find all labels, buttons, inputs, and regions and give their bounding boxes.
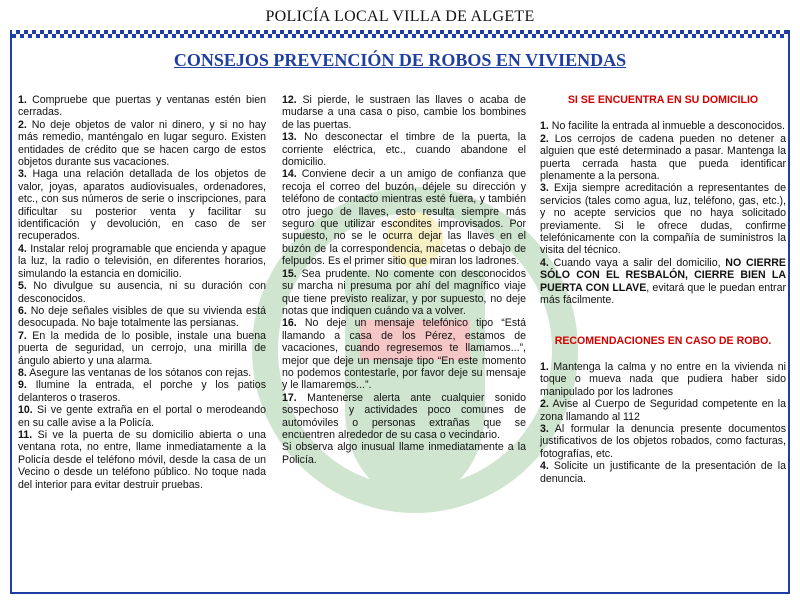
list-item <box>282 168 526 267</box>
list-item <box>18 243 266 280</box>
list-item <box>282 317 526 391</box>
list-item <box>540 133 786 183</box>
section-at-home-title: SI SE ENCUENTRA EN SU DOMICILIO <box>567 94 759 106</box>
list-item <box>282 392 526 442</box>
list-item <box>540 257 786 307</box>
item-number: 16. <box>282 317 297 330</box>
item-text: No deje objetos de valor ni dinero, y si no hay más remedio, manténgalo en lugar seguro. Existen entidades de crédito que se hacen cargo de estos objetos durante sus vacaciones. <box>18 118 266 169</box>
item-text: Al formular la denuncia presente documentos justificativos de los objetos robados, como facturas, fotografías, etc. <box>540 422 786 460</box>
item-text: Exija siempre acreditación a representantes de servicios (tales como agua, luz, teléfono, gas, etc.), y no acepte servicios que no haya solicitado previamente. Si le ofrece dudas, confirme telefónicamente con la compañía de suministros la visita del técnico. <box>540 182 786 257</box>
item-number: 3. <box>540 182 549 195</box>
item-text: Compruebe que puertas y ventanas estén bien cerradas. <box>18 94 266 119</box>
list-item <box>282 441 526 466</box>
list-item <box>540 361 786 398</box>
item-number: 4. <box>540 256 549 269</box>
item-text: Mantenga la calma y no entre en la vivienda ni toque o mueva nada que pudiera haber sido manipulado por los ladrones <box>540 360 786 398</box>
item-text: Sea prudente. No comente con desconocidos su marcha ni presuma por ahí del magnífico viaje que tiene previsto realizar, y por supuesto, no deje notas que indiquen cuándo va a volver. <box>282 267 526 317</box>
list-item <box>540 182 786 256</box>
item-text: No facilite la entrada al inmueble a desconocidos. <box>548 120 785 133</box>
item-text: Los cerrojos de cadena pueden no detener a alguien que esté determinado a pasar. Mantenga la puerta cerrada hasta que pueda identificar plenamente a la persona. <box>540 132 786 183</box>
item-text: Si ve la puerta de su domicilio abierta o una ventana rota, no entre, llame inmediatamente a la Policía desde el teléfono móvil, desde la casa de un Vecino o desde un teléfono público. No toque nada del interior para evitar destruir pruebas. <box>18 428 266 491</box>
list-item <box>282 131 526 168</box>
item-number: 2. <box>540 132 549 145</box>
list-item <box>282 268 526 318</box>
item-text: No desconectar el timbre de la puerta, la corriente eléctrica, etc., cuando abandone el domicilio. <box>282 131 526 169</box>
item-text: Si ve gente extraña en el portal o merodeando en su calle avise a la Policía. <box>18 404 266 429</box>
item-text: Conviene decir a un amigo de confianza que recoja el correo del buzón, déjele su dirección y teléfono de contacto mientras esté fuera, y también otro juego de llaves, esto resulta siempre más seguro que utilizar escondites improvisados. Por supuesto, no se le ocurra dejar las llaves en el buzón de la correspondencia, macetas o debajo de felpudos. Es el primer sitio que miran los ladrones. <box>282 168 526 268</box>
list-item <box>540 423 786 460</box>
column-right <box>540 94 786 485</box>
item-text: No divulgue su ausencia, ni su duración con desconocidos. <box>18 280 266 305</box>
item-number: 8. <box>18 366 27 379</box>
list-item <box>18 168 266 242</box>
item-number: 2. <box>540 398 549 411</box>
item-number: 1. <box>540 360 549 373</box>
item-number: 6. <box>18 304 27 317</box>
section-robbery-list <box>540 361 786 485</box>
item-text: Ilumine la entrada, el porche y los patios delanteros o traseros. <box>18 379 266 404</box>
column-middle <box>282 94 526 466</box>
list-item <box>18 404 266 429</box>
list-item <box>18 379 266 404</box>
item-number: 3. <box>540 422 549 435</box>
item-number: 12. <box>282 94 297 106</box>
item-number: 3. <box>18 168 27 181</box>
header-title: POLICÍA LOCAL VILLA DE ALGETE <box>265 8 535 25</box>
item-number: 17. <box>282 391 297 404</box>
item-text: Si observa algo inusual llame inmediatamente a la Policía. <box>282 441 526 466</box>
item-number: 4. <box>18 242 27 255</box>
list-item <box>282 94 526 131</box>
item-text: Cuando vaya a salir del domicilio, <box>548 256 726 269</box>
item-number: 15. <box>282 267 297 280</box>
list-item <box>540 460 786 485</box>
checkered-band <box>12 30 788 38</box>
item-text: Si pierde, le sustraen las llaves o acaba de mudarse a una casa o piso, cambie los bombines de las puertas. <box>282 94 526 131</box>
item-bold-text: NO CIERRE SÓLO CON EL RESBALÓN, CIERRE BIEN LA PUERTA CON LLAVE <box>540 256 786 294</box>
item-text: No deje un mensaje telefónico tipo “Está llamando a casa de los Pérez, estamos de vacaciones, cuando regresemos te llamamos...”, mejor que deje un mensaje tipo “En este momento no podemos contestarle, por favor deje su mensaje y le llamaremos...”. <box>282 317 526 392</box>
item-number: 10. <box>18 404 33 417</box>
item-number: 9. <box>18 379 27 392</box>
item-number: 1. <box>540 120 549 133</box>
item-number: 4. <box>540 460 549 473</box>
item-text: Haga una relación detallada de los objetos de valor, joyas, aparatos audiovisuales, ordenadores, etc., con sus números de serie o inscripciones, para dificultar su posterior venta y facilitar su identificación y devolución, en caso de ser recuperados. <box>18 168 266 243</box>
item-number: 2. <box>18 118 27 131</box>
list-item <box>18 330 266 367</box>
item-text: No deje señales visibles de que su vivienda está desocupada. No baje totalmente las persianas. <box>18 304 266 330</box>
list-item <box>18 119 266 169</box>
item-number: 13. <box>282 131 297 144</box>
list-item <box>18 367 266 379</box>
section-at-home-list <box>540 120 786 256</box>
item-text: Asegure las ventanas de los sótanos con rejas. <box>26 366 252 379</box>
item-text: Mantenerse alerta ante cualquier sonido sospechoso y actividades poco comunes de automóviles o personas extrañas que se encuentren alrededor de su casa o vecindario. <box>282 391 526 441</box>
column-left <box>18 94 266 491</box>
item-number: 5. <box>18 280 27 293</box>
section-robbery-title: RECOMENDACIONES EN CASO DE ROBO. <box>554 334 772 347</box>
item-number: 1. <box>18 94 27 106</box>
item-text: , evitará que le puedan entrar más fácilmente. <box>540 281 786 307</box>
list-item <box>18 305 266 330</box>
list-item <box>18 280 266 305</box>
item-number: 7. <box>18 329 27 342</box>
item-text: En la medida de lo posible, instale una buena puerta de seguridad, un cerrojo, una mirilla de ángulo abierto y una alarma. <box>18 329 266 367</box>
list-item <box>18 94 266 119</box>
main-title: CONSEJOS PREVENCIÓN DE ROBOS EN VIVIENDAS <box>173 50 627 70</box>
item-text: Solicite un justificante de la presentación de la denuncia. <box>540 460 786 485</box>
list-item <box>540 398 786 423</box>
item-number: 11. <box>18 428 33 441</box>
list-item <box>18 429 266 491</box>
item-number: 14. <box>282 168 297 181</box>
list-item <box>540 120 786 132</box>
item-text: Avise al Cuerpo de Seguridad competente en la zona llamando al 112 <box>540 398 786 423</box>
item-text: Instalar reloj programable que encienda y apague la luz, la radio o televisión, en diferentes horarios, simulando la estancia en domicilio. <box>18 242 266 280</box>
